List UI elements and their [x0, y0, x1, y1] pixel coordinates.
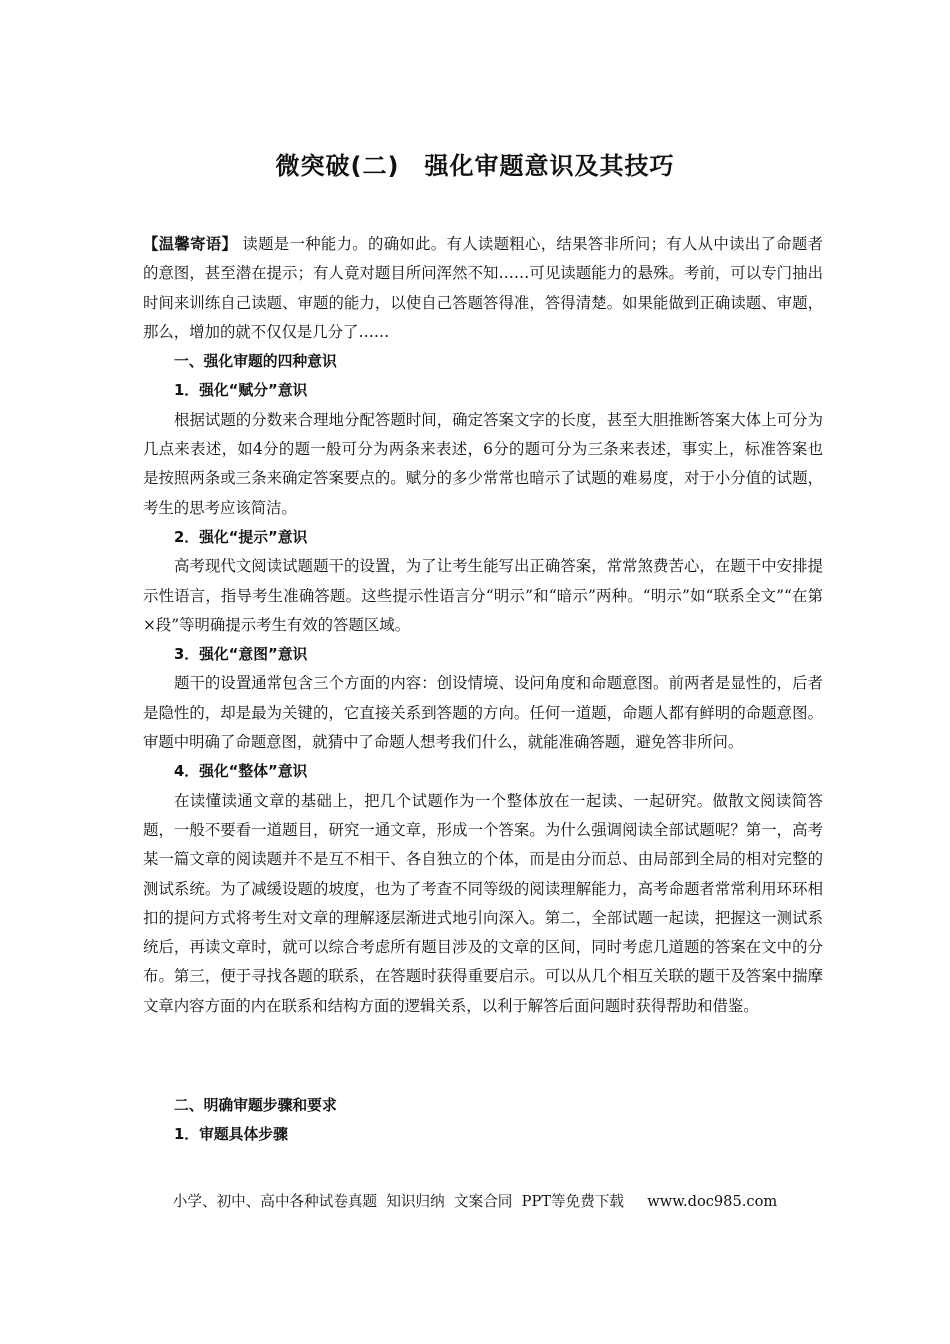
item4-heading: 4．强化“整体”意识 — [174, 763, 308, 781]
intro-paragraph — [143, 230, 823, 347]
item2-text: 高考现代文阅读试题题干的设置，为了让考生能写出正确答案，常常煞费苦心，在题干中安排提示性语言，指导考生准确答题。这些提示性语言分“明示”和“暗示”两种。“明示”如“联系全文”“在第×段”等明确提示考生有效的答题区域。 — [143, 557, 823, 634]
item1-heading: 1．强化“赋分”意识 — [174, 382, 308, 400]
item3-heading: 3．强化“意图”意识 — [174, 646, 308, 664]
item3-text: 题干的设置通常包含三个方面的内容：创设情境、设问角度和命题意图。前两者是显性的，后者是隐性的，却是最为关键的，它直接关系到答题的方向。任何一道题，命题人都有鲜明的命题意图。审题中明确了命题意图，就猜中了命题人想考我们什么，就能准确答题，避免答非所问。 — [143, 674, 823, 752]
section-gap — [143, 1021, 823, 1091]
section2-sub-heading: 1．审题具体步骤 — [174, 1126, 288, 1144]
footer-text: 小学、初中、高中各种试卷真题 知识归纳 文案合同 PPT等免费下载 www.doc985.com — [172, 1193, 778, 1210]
section1-heading: 一、强化审题的四种意识 — [174, 353, 337, 371]
item4-text: 在读懂读通文章的基础上，把几个试题作为一个整体放在一起读、一起研究。做散文阅读简答题，一般不要看一道题目，研究一通文章，形成一个答案。为什么强调阅读全部试题呢？第一，高考某一篇文章的阅读题并不是互不相干、各自独立的个体，而是由分而总、由局部到全局的相对完整的测试系统。为了减缓设题的坡度，也为了考查不同等级的阅读理解能力，高考命题者常常利用环环相扣的提问方式将考生对文章的理解逐层渐进式地引向深入。第二，全部试题一起读，把握这一测试系统后，再读文章时，就可以综合考虑所有题目涉及的文章的区间，同时考虑几道题的答案在文中的分布。第三，便于寻找各题的联系，在答题时获得重要启示。可以从几个相互关联的题干及答案中揣摩文章内容方面的内在联系和结构方面的逻辑关系，以利于解答后面问题时获得帮助和借鉴。 — [143, 791, 823, 1015]
item1-text: 根据试题的分数来合理地分配答题时间，确定答案文字的长度，甚至大胆推断答案大体上可分为几点来表述，如4分的题一般可分为两条来表述，6分的题可分为三条来表述，事实上，标准答案也是按照两条或三条来确定答案要点的。赋分的多少常常也暗示了试题的难易度，对于小分值的试题，考生的思考应该简洁。 — [143, 410, 823, 517]
intro-text: 读题是一种能力。的确如此。有人读题粗心，结果答非所问；有人从中读出了命题者的意图，甚至潜在提示；有人竟对题目所问浑然不知……可见读题能力的悬殊。考前，可以专门抽出时间来训练自己读题、审题的能力，以使自己答题答得准，答得清楚。如果能做到正确读题、审题，那么，增加的就不仅仅是几分了…… — [143, 235, 823, 341]
document-body — [143, 230, 823, 1150]
item2-heading: 2．强化“提示”意识 — [174, 528, 308, 546]
page-title: 微突破(二) 强化审题意识及其技巧 — [275, 152, 675, 180]
intro-tag: 【温馨寄语】 — [143, 235, 238, 253]
section2-heading: 二、明确审题步骤和要求 — [174, 1097, 337, 1115]
